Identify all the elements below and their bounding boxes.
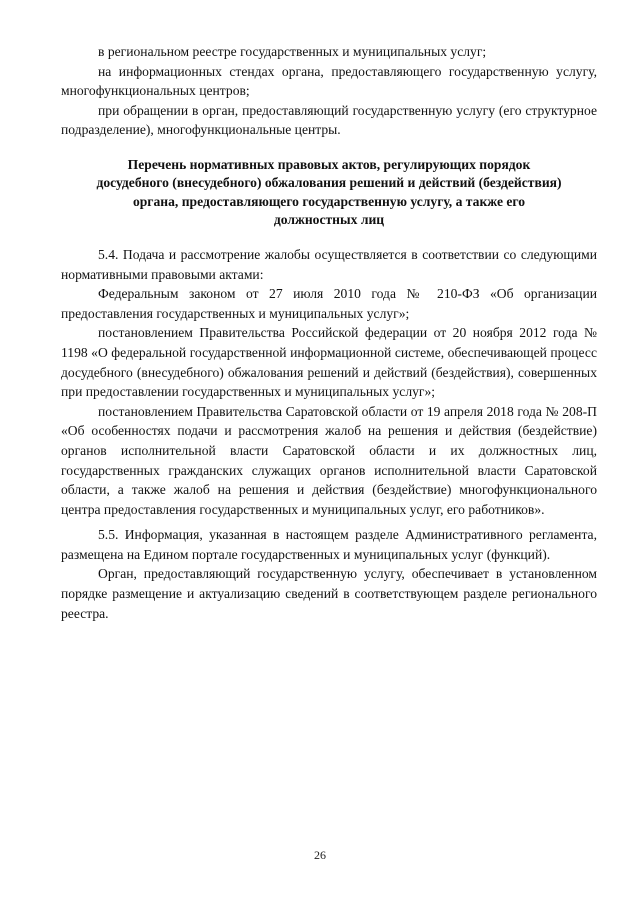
section-heading-line-2: досудебного (внесудебного) обжалования решений и действий (бездействия)	[96, 175, 562, 191]
clause-5-4-regional-resolution: постановлением Правительства Саратовской области от 19 апреля 2018 года № 208-П «Об особенностях подачи и рассмотрения жалоб на решения и действия (бездействие) органов исполнительной власти Саратовской области и их должностных лиц, государственных гражданских служащих органов исполнительной власти Саратовской области, а также жалоб на решения и действия (бездействие) многофункционального центра предоставления государственных и муниципальных услуг, его работников».	[61, 403, 597, 517]
clause-5-4-government-resolution: постановлением Правительства Российской федерации от 20 ноября 2012 года № 1198 «О федеральной государственной информационной системе, обеспечивающей процесс досудебного (внесудебного) обжалования решений и действий (бездействия), совершенных при предоставлении государственных и муниципальных услуг»;	[61, 325, 597, 400]
clause-5-5-registry: Орган, предоставляющий государственную услугу, обеспечивает в установленном порядке размещение и актуализацию сведений в соответствующем разделе регионального реестра.	[61, 566, 597, 621]
page-number: 26	[314, 848, 326, 862]
intro-paragraph-2: на информационных стендах органа, предоставляющего государственную услугу, многофункциональных центров;	[61, 63, 597, 99]
section-heading-line-4: должностных лиц	[273, 212, 385, 228]
document-page	[61, 42, 597, 623]
section-heading-line-3: органа, предоставляющего государственную услугу, а также его	[132, 193, 526, 209]
intro-paragraph-1: в региональном реестре государственных и муниципальных услуг;	[98, 44, 487, 59]
clause-5-4-intro: 5.4. Подача и рассмотрение жалобы осуществляется в соответствии со следующими нормативными правовыми актами:	[61, 246, 597, 282]
section-heading	[61, 156, 597, 230]
section-heading-line-1: Перечень нормативных правовых актов, регулирующих порядок	[127, 156, 531, 172]
intro-paragraph-3: при обращении в орган, предоставляющий государственную услугу (его структурное подразделение), многофункциональные центры.	[61, 102, 597, 138]
clause-5-4-federal-law: Федеральным законом от 27 июля 2010 года № 210-ФЗ «Об организации предоставления государственных и муниципальных услуг»;	[61, 286, 597, 321]
clause-5-5-intro: 5.5. Информация, указанная в настоящем разделе Административного регламента, размещена на Едином портале государственных и муниципальных услуг (функций).	[61, 527, 597, 562]
